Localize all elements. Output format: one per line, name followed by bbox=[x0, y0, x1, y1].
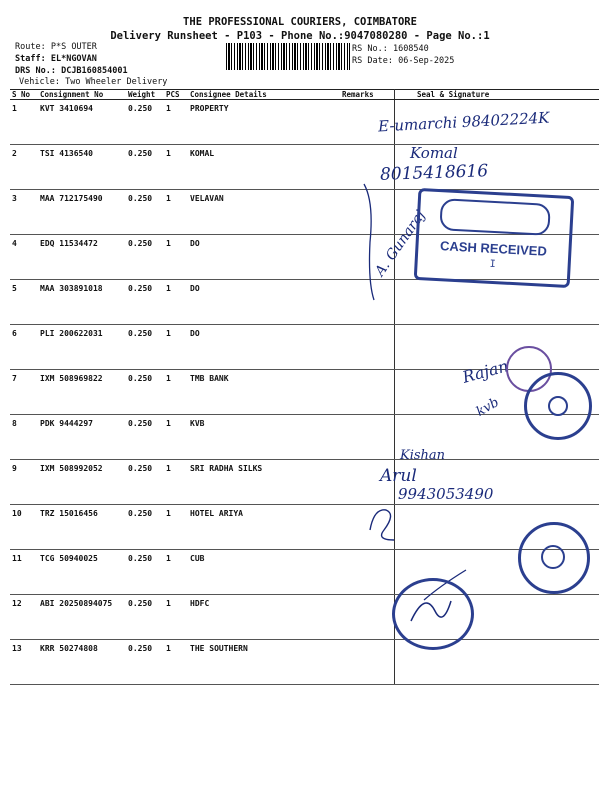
signature-row-11-icon bbox=[364, 500, 400, 546]
cell-consignment: ABI 20250894075 bbox=[38, 595, 126, 640]
cell-remarks bbox=[340, 325, 395, 370]
cell-weight: 0.250 bbox=[126, 235, 164, 280]
table-row bbox=[10, 505, 599, 550]
cell-remarks bbox=[340, 595, 395, 640]
cell-pcs: 1 bbox=[164, 190, 188, 235]
rs-no-line bbox=[352, 44, 429, 54]
col-weight: Weight bbox=[126, 90, 164, 100]
cub-seal-center bbox=[541, 545, 565, 569]
table-row bbox=[10, 415, 599, 460]
cell-pcs: 1 bbox=[164, 460, 188, 505]
staff-value: EL*NGOVAN bbox=[50, 54, 97, 64]
route-value: P*S OUTER bbox=[50, 42, 97, 52]
signature-row-10-name: Kishan bbox=[400, 448, 446, 463]
cell-weight: 0.250 bbox=[126, 325, 164, 370]
cell-pcs: 1 bbox=[164, 370, 188, 415]
table-row bbox=[10, 460, 599, 505]
stamp-logo-icon bbox=[439, 198, 551, 236]
cell-weight: 0.250 bbox=[126, 640, 164, 685]
cell-weight: 0.250 bbox=[126, 100, 164, 145]
phone-row-10: 9943053490 bbox=[398, 485, 494, 503]
cell-consignee: VELAVAN bbox=[188, 190, 340, 235]
cell-consignment: KRR 50274808 bbox=[38, 640, 126, 685]
cell-weight: 0.250 bbox=[126, 370, 164, 415]
kvb-seal-icon bbox=[524, 372, 592, 440]
cell-pcs: 1 bbox=[164, 235, 188, 280]
table-row bbox=[10, 640, 599, 685]
staff-line bbox=[15, 54, 97, 64]
signature-row-10: Arul bbox=[380, 466, 417, 486]
drs-line bbox=[15, 66, 128, 76]
col-seal-signature: Seal & Signature bbox=[395, 90, 600, 100]
cell-consignee: CUB bbox=[188, 550, 340, 595]
cell-consignment: TSI 4136540 bbox=[38, 145, 126, 190]
cell-sno: 12 bbox=[10, 595, 38, 640]
kvb-seal-center bbox=[548, 396, 568, 416]
route-label: Route: bbox=[15, 42, 46, 52]
cell-consignee: DO bbox=[188, 235, 340, 280]
cell-remarks bbox=[340, 640, 395, 685]
cell-sno: 4 bbox=[10, 235, 38, 280]
cell-pcs: 1 bbox=[164, 595, 188, 640]
cell-consignment: KVT 3410694 bbox=[38, 100, 126, 145]
cell-pcs: 1 bbox=[164, 415, 188, 460]
col-consignee: Consignee Details bbox=[188, 90, 340, 100]
company-title: THE PROFESSIONAL COURIERS, COIMBATORE bbox=[183, 16, 417, 28]
rs-date-value: 06-Sep-2025 bbox=[398, 56, 455, 66]
cell-pcs: 1 bbox=[164, 325, 188, 370]
cell-pcs: 1 bbox=[164, 145, 188, 190]
cell-consignee: KOMAL bbox=[188, 145, 340, 190]
cash-received-mark: I bbox=[489, 258, 496, 271]
col-remarks: Remarks bbox=[340, 90, 395, 100]
cell-consignee: HDFC bbox=[188, 595, 340, 640]
cell-seal-signature bbox=[395, 280, 600, 325]
cell-consignment: MAA 303891018 bbox=[38, 280, 126, 325]
cell-weight: 0.250 bbox=[126, 550, 164, 595]
cash-received-stamp bbox=[414, 188, 575, 288]
drs-value: DCJB160854001 bbox=[61, 66, 128, 76]
cell-weight: 0.250 bbox=[126, 415, 164, 460]
col-sno: S No bbox=[10, 90, 38, 100]
cell-remarks bbox=[340, 415, 395, 460]
cell-sno: 10 bbox=[10, 505, 38, 550]
col-consignment: Consignment No bbox=[38, 90, 126, 100]
cub-seal-icon bbox=[518, 522, 590, 594]
southern-seal-signature-icon bbox=[395, 581, 465, 641]
runsheet-subtitle: Delivery Runsheet - P103 - Phone No.:9047080280 - Page No.:1 bbox=[110, 30, 490, 42]
cell-consignment: TCG 50940025 bbox=[38, 550, 126, 595]
cell-sno: 1 bbox=[10, 100, 38, 145]
cell-weight: 0.250 bbox=[126, 460, 164, 505]
cell-remarks bbox=[340, 370, 395, 415]
cell-weight: 0.250 bbox=[126, 505, 164, 550]
cell-sno: 9 bbox=[10, 460, 38, 505]
cell-weight: 0.250 bbox=[126, 280, 164, 325]
cell-remarks bbox=[340, 550, 395, 595]
cell-consignee: HOTEL ARIYA bbox=[188, 505, 340, 550]
signature-row-8: kvb bbox=[473, 395, 502, 420]
table-row bbox=[10, 595, 599, 640]
vehicle-value: Two Wheeler Delivery bbox=[65, 77, 168, 87]
cell-pcs: 1 bbox=[164, 550, 188, 595]
cell-sno: 2 bbox=[10, 145, 38, 190]
cell-sno: 5 bbox=[10, 280, 38, 325]
cell-consignee: TMB BANK bbox=[188, 370, 340, 415]
cell-pcs: 1 bbox=[164, 640, 188, 685]
cell-weight: 0.250 bbox=[126, 190, 164, 235]
drs-label: DRS No.: bbox=[15, 66, 56, 76]
phone-row-2: 8015418616 bbox=[379, 161, 489, 185]
cell-sno: 8 bbox=[10, 415, 38, 460]
cell-consignee: PROPERTY bbox=[188, 100, 340, 145]
cell-consignee: SRI RADHA SILKS bbox=[188, 460, 340, 505]
cell-consignee: DO bbox=[188, 325, 340, 370]
signature-rows-3-6: A. Gunaraj bbox=[372, 207, 429, 280]
cell-sno: 3 bbox=[10, 190, 38, 235]
runsheet-table bbox=[10, 89, 599, 685]
cell-sno: 11 bbox=[10, 550, 38, 595]
cell-consignment: IXM 508969822 bbox=[38, 370, 126, 415]
signature-row-7: Rajan bbox=[460, 356, 511, 387]
cell-consignee: KVB bbox=[188, 415, 340, 460]
cell-sno: 7 bbox=[10, 370, 38, 415]
cell-weight: 0.250 bbox=[126, 595, 164, 640]
southern-seal-icon bbox=[392, 578, 474, 650]
cell-consignee: DO bbox=[188, 280, 340, 325]
cell-pcs: 1 bbox=[164, 100, 188, 145]
cell-consignee: THE SOUTHERN bbox=[188, 640, 340, 685]
cell-consignment: EDQ 11534472 bbox=[38, 235, 126, 280]
cell-consignment: PDK 9444297 bbox=[38, 415, 126, 460]
col-pcs: PCS bbox=[164, 90, 188, 100]
cell-consignment: PLI 200622031 bbox=[38, 325, 126, 370]
cell-sno: 13 bbox=[10, 640, 38, 685]
table-header-row bbox=[10, 90, 599, 100]
table-row bbox=[10, 280, 599, 325]
barcode bbox=[226, 43, 350, 70]
cell-consignment: MAA 712175490 bbox=[38, 190, 126, 235]
cell-pcs: 1 bbox=[164, 505, 188, 550]
cell-weight: 0.250 bbox=[126, 145, 164, 190]
table-row bbox=[10, 145, 599, 190]
staff-label: Staff: bbox=[15, 54, 46, 64]
rs-date-label: RS Date: bbox=[352, 56, 393, 66]
cell-consignment: IXM 508992052 bbox=[38, 460, 126, 505]
vehicle-line bbox=[19, 77, 167, 87]
cell-pcs: 1 bbox=[164, 280, 188, 325]
rs-no-value: 1608540 bbox=[392, 44, 429, 54]
cell-consignment: TRZ 15016456 bbox=[38, 505, 126, 550]
brace-mark bbox=[360, 182, 380, 302]
signature-row-1: E-umarchi 98402224K bbox=[377, 108, 550, 136]
rs-no-label: RS No.: bbox=[352, 44, 388, 54]
vehicle-label: Vehicle: bbox=[19, 77, 60, 87]
signature-row-2: Komal bbox=[410, 144, 458, 162]
route-line bbox=[15, 42, 97, 52]
table-row bbox=[10, 550, 599, 595]
cash-received-text: CASH RECEIVED bbox=[439, 238, 548, 259]
rs-date-line bbox=[352, 56, 454, 66]
cell-sno: 6 bbox=[10, 325, 38, 370]
